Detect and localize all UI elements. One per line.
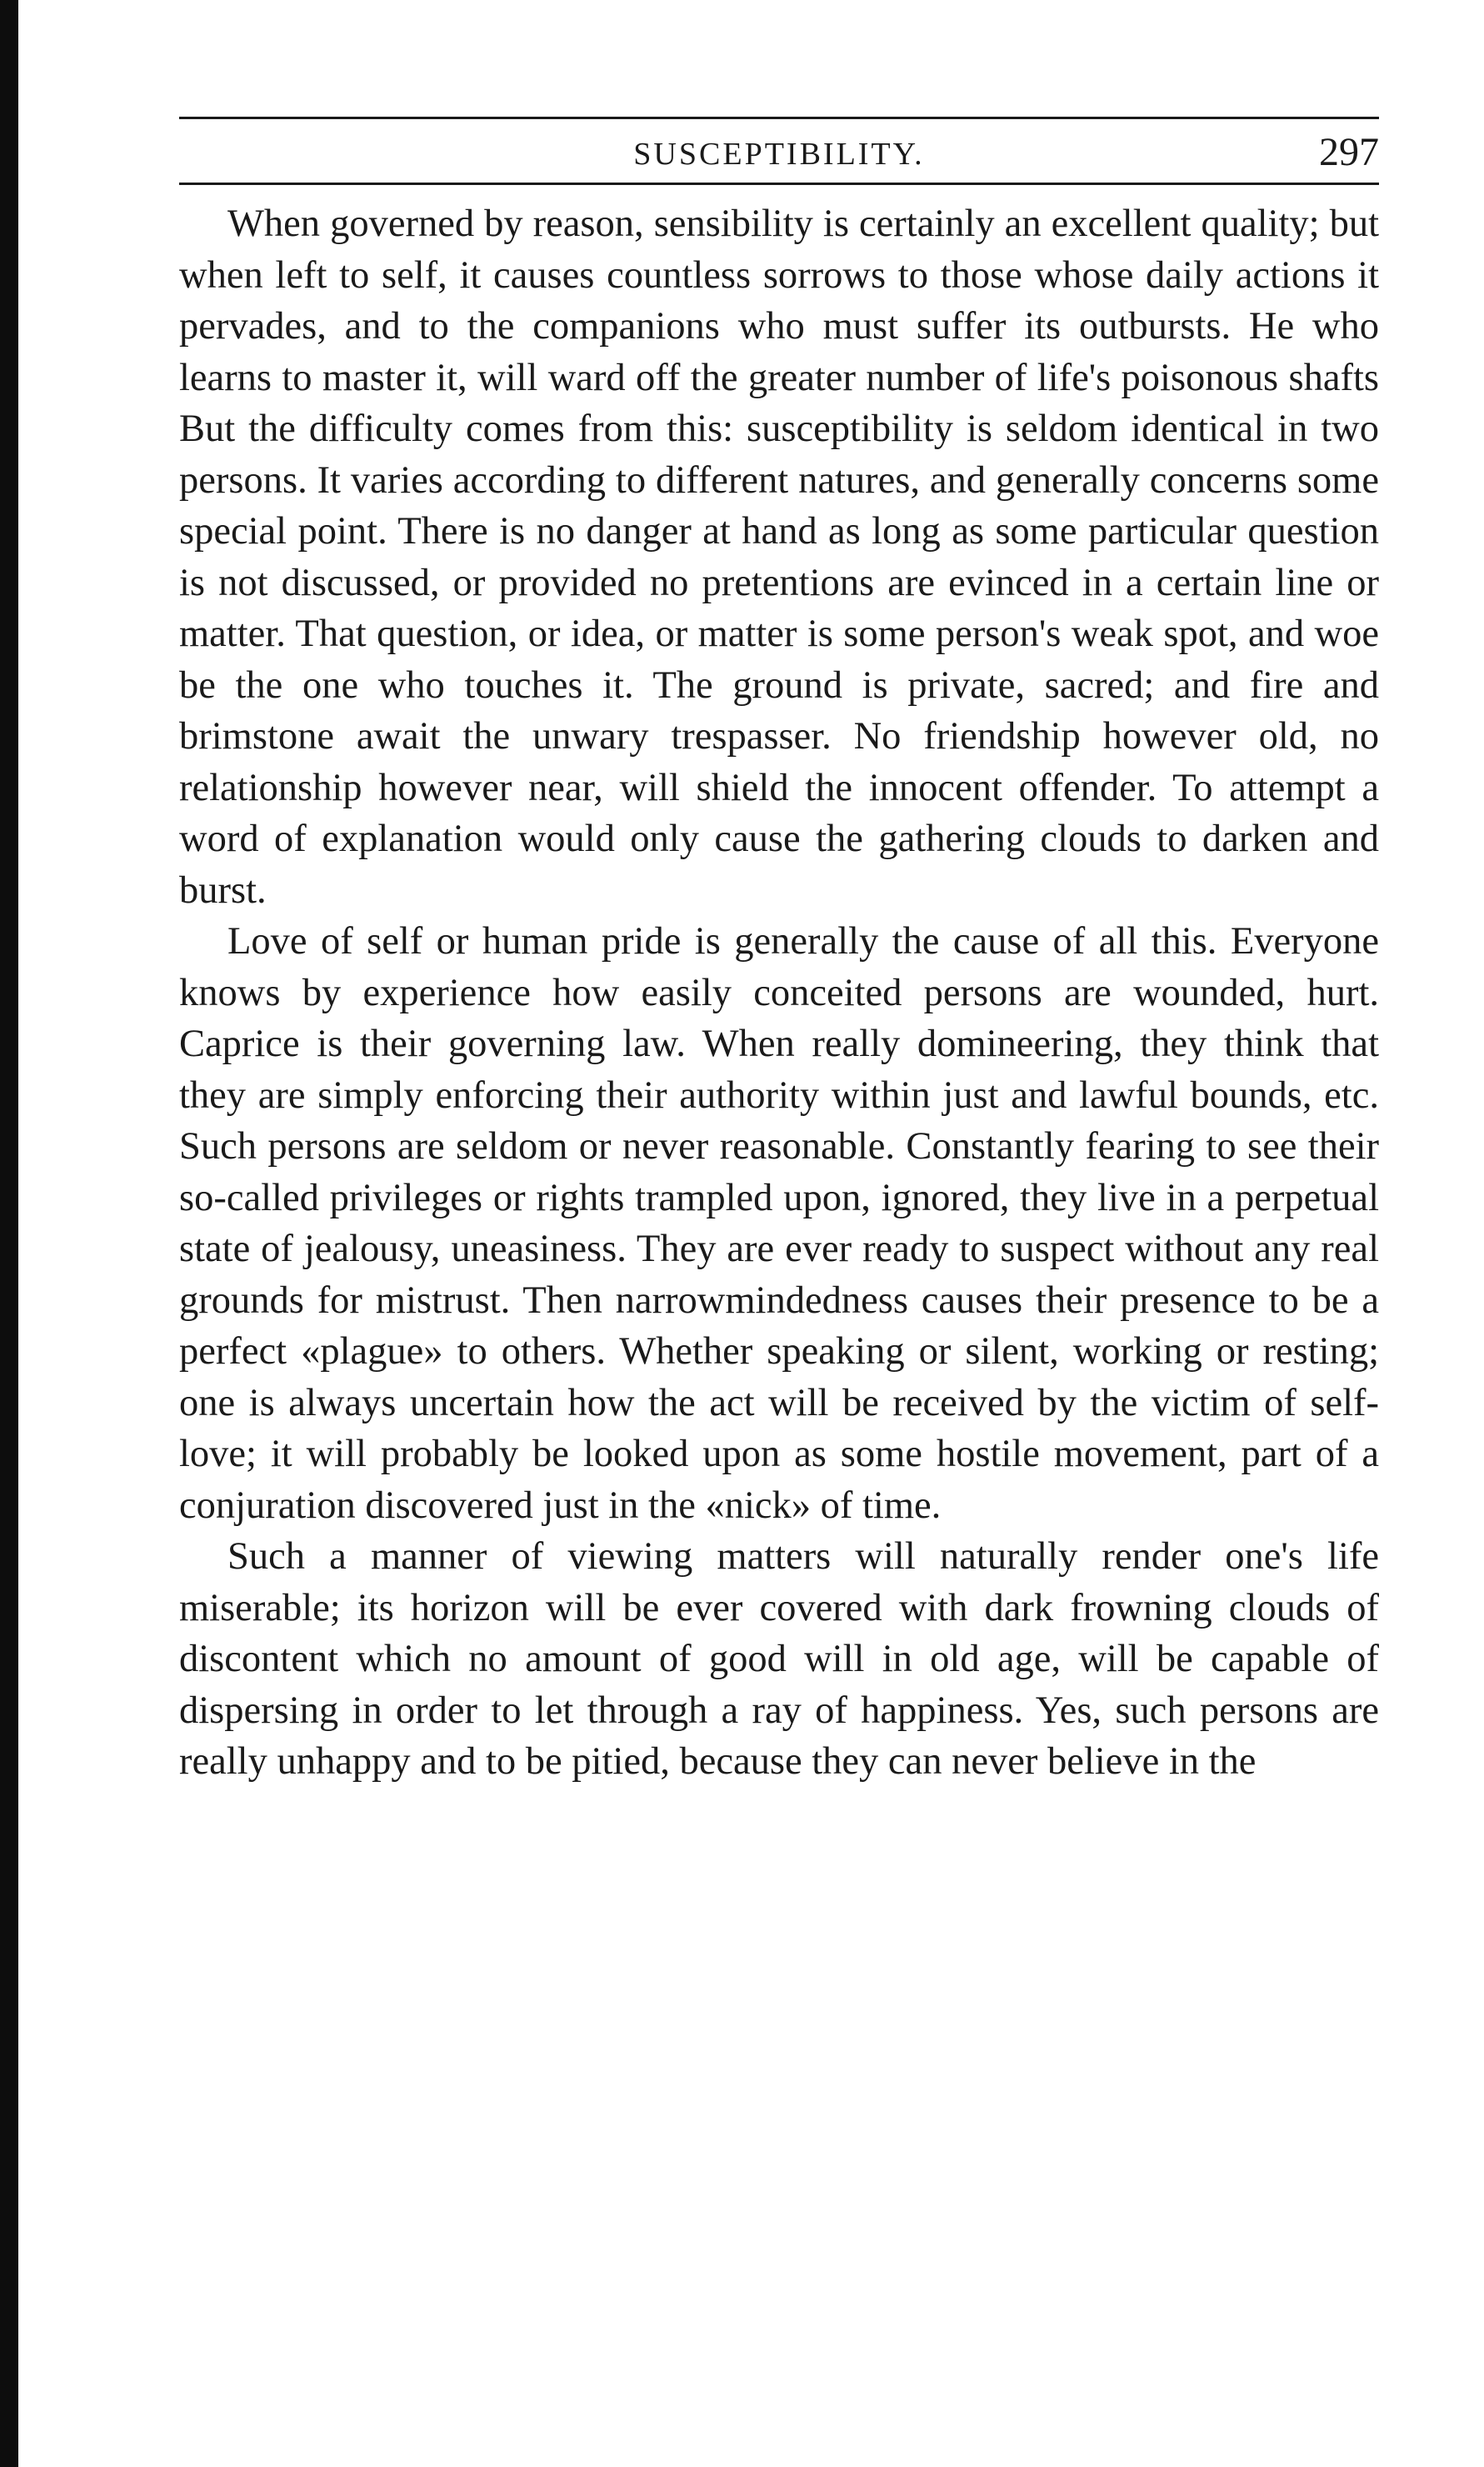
body-text <box>179 198 1379 1788</box>
header-rule-bottom <box>179 183 1379 185</box>
paragraph-1: When governed by reason, sensibility is certainly an excellent quality; but when left to self, it causes countless sorrows to those whose daily actions it pervades, and to the companions who must suffer its outbursts. He who learns to master it, will ward off the greater number of life's poisonous shafts But the difficulty comes from this: susceptibility is seldom identical in two persons. It varies according to different natures, and generally concerns some special point. There is no danger at hand as long as some particular question is not discussed, or provided no pretentions are evinced in a certain line or matter. That question, or idea, or matter is some person's weak spot, and woe be the one who touches it. The ground is private, sacred; and fire and brimstone await the unwary trespasser. No friendship however old, no relationship however near, will shield the innocent offender. To attempt a word of explanation would only cause the gathering clouds to darken and burst. <box>179 203 1379 912</box>
book-page <box>179 117 1379 1788</box>
paragraph-2: Love of self or human pride is generally the cause of all this. Everyone knows by experience how easily conceited persons are wounded, hurt. Caprice is their governing law. When really domineering, they think that they are simply enforcing their authority within just and lawful bounds, etc. Such persons are seldom or never reasonable. Constantly fearing to see their so-called privileges or rights trampled upon, ignored, they live in a perpetual state of jealousy, uneasiness. They are ever ready to suspect without any real grounds for mistrust. Then narrowmindedness causes their presence to be a perfect «plague» to others. Whether speaking or silent, working or resting; one is always uncertain how the act will be received by the victim of self-love; it will probably be looked upon as some hostile movement, part of a conjuration discovered just in the «nick» of time. <box>179 920 1379 1527</box>
page-number: 297 <box>1319 130 1379 174</box>
paragraph-3: Such a manner of viewing matters will naturally render one's life miserable; its horizon will be ever covered with dark frowning clouds of discontent which no amount of good will in old age, will be capable of dispersing in order to let through a ray of happiness. Yes, such persons are really unhappy and to be pitied, because they can never believe in the <box>179 1535 1379 1783</box>
page-header <box>179 129 1379 181</box>
running-head: SUSCEPTIBILITY. <box>633 137 925 172</box>
binding-edge <box>0 0 18 2467</box>
header-rule-top <box>179 117 1379 119</box>
